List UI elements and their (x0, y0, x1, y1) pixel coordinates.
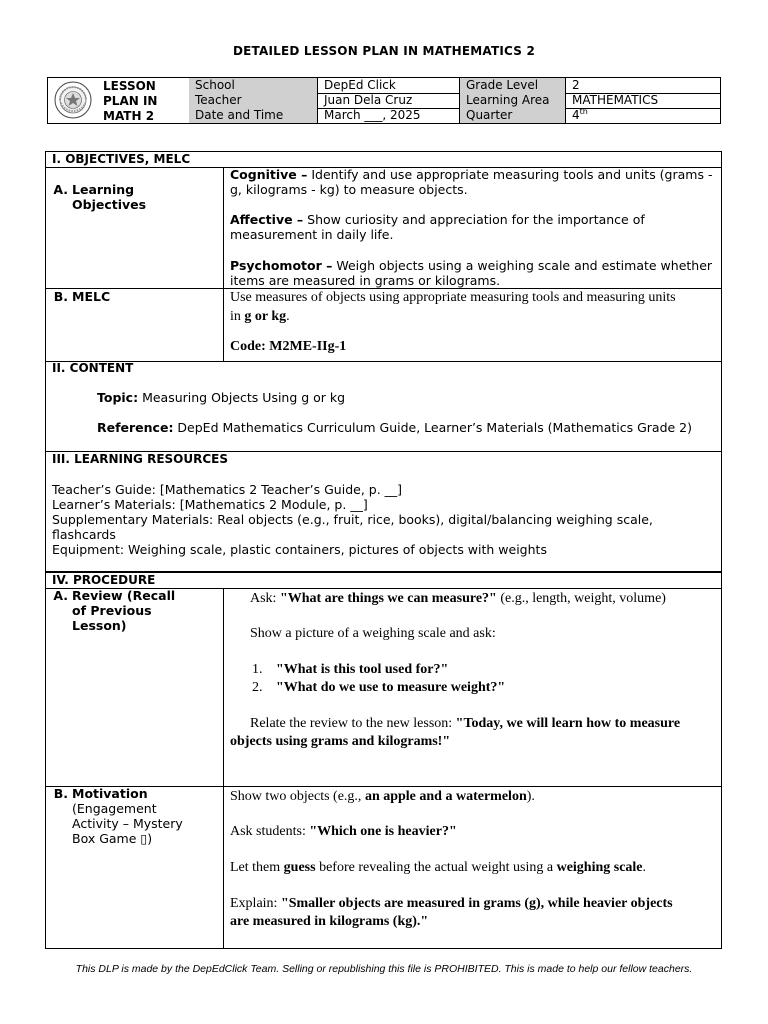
explain-quote: are measured in kilograms (kg)." (230, 914, 429, 929)
psychomotor-objective (230, 258, 718, 288)
topic-text: Measuring Objects Using g or kg (138, 390, 346, 405)
school-value: DepEd Click (318, 78, 460, 93)
melc-text (230, 290, 718, 355)
divider (223, 167, 224, 361)
motivation-ask (230, 824, 720, 840)
ask-question: "What are things we can measure?" (279, 591, 497, 606)
label-line: Activity – Mystery (72, 816, 183, 831)
explain-quote: "Smaller objects are measured in grams (g), while heavier objects (280, 896, 673, 911)
learning-area-value: MATHEMATICS (572, 93, 659, 107)
resources-list (52, 482, 717, 557)
affective-text: Show curiosity and appreciation for the importance of measurement in daily life. (230, 212, 645, 242)
lesson-plan-label (103, 79, 157, 124)
item-number: A. (53, 182, 68, 197)
relate-quote: objects using grams and kilograms!" (230, 734, 451, 749)
learning-area-label: Learning Area (460, 93, 566, 108)
quarter-suffix: th (579, 108, 588, 116)
grade-level-label: Grade Level (460, 78, 566, 93)
label-line: Box Game ▯) (72, 831, 153, 846)
label-line: Learning (72, 182, 135, 197)
motivation-explain (230, 896, 722, 930)
item-number: B. (53, 289, 68, 304)
explain-prefix: Explain: (230, 896, 281, 911)
relate-line (230, 716, 722, 732)
motivation-show (230, 789, 720, 805)
header-row-date (189, 108, 720, 123)
ask-question: "Which one is heavier?" (309, 824, 457, 839)
psychomotor-text: Weigh objects using a weighing scale and estimate whether items are measured in grams or kilograms. (230, 258, 713, 288)
grade-level-value: 2 (572, 78, 580, 92)
cognitive-text: Identify and use appropriate measuring tools and units (grams - g, kilograms - kg) to measure objects. (230, 167, 713, 197)
let-middle: before revealing the actual weight using a (315, 860, 557, 875)
reference-line (97, 420, 717, 435)
procedure-table (45, 572, 722, 949)
affective-label: Affective – (230, 212, 304, 227)
teacher-value: Juan Dela Cruz (318, 93, 460, 108)
relate-prefix: Relate the review to the new lesson: (250, 716, 456, 731)
motivation-label (46, 786, 222, 846)
label-line: (Engagement (72, 801, 157, 816)
cognitive-objective (230, 167, 718, 197)
resource-line: Supplementary Materials: Real objects (e.g., fruit, rice, books), digital/balancing weighing scale, (52, 512, 653, 527)
list-item: 2. "What do we use to measure weight?" (252, 680, 506, 695)
resource-line: Learner’s Materials: [Mathematics 2 Module, p. __] (52, 497, 368, 512)
topic-label: Topic: (97, 390, 139, 405)
quarter-number: 4 (572, 108, 580, 122)
quarter-value (566, 108, 720, 123)
label-line: Objectives (72, 197, 147, 212)
question-text: "What do we use to measure weight?" (276, 680, 506, 695)
header-row-school (189, 78, 720, 94)
teacher-label: Teacher (189, 93, 318, 108)
question-text: "What is this tool used for?" (276, 662, 449, 677)
review-relate (230, 716, 722, 750)
relate-quote: "Today, we will learn how to measure (455, 716, 681, 731)
melc-line (230, 309, 718, 325)
divider (223, 588, 224, 949)
melc-line: Use measures of objects using appropriate measuring tools and measuring units (230, 290, 676, 305)
deped-seal-icon (54, 81, 92, 119)
melc-prefix: in (230, 309, 245, 324)
melc-code: Code: M2ME-IIg-1 (230, 339, 347, 354)
objectives-table (45, 151, 722, 572)
explain-line (230, 896, 722, 912)
resource-line: flashcards (52, 527, 116, 542)
melc-suffix: . (286, 309, 290, 324)
label-text: MELC (72, 289, 111, 304)
date-time-label: Date and Time (189, 108, 318, 123)
date-time-value: March ___, 2025 (318, 108, 460, 123)
melc-unit: g or kg (244, 309, 287, 324)
show-prefix: Show two objects (e.g., (230, 789, 365, 804)
topic-line (97, 390, 345, 405)
cognitive-label: Cognitive – (230, 167, 308, 182)
school-label: School (189, 78, 318, 93)
lesson-plan-line: PLAN IN (103, 94, 158, 108)
resource-line: Teacher’s Guide: [Mathematics 2 Teacher’s Guide, p. __] (52, 482, 403, 497)
review-label (46, 588, 222, 633)
resource-line: Equipment: Weighing scale, plastic containers, pictures of objects with weights (52, 542, 547, 557)
review-questions (252, 662, 712, 696)
resources-section-title: III. LEARNING RESOURCES (52, 452, 228, 466)
psychomotor-label: Psychomotor – (230, 258, 333, 273)
reference-label: Reference: (97, 420, 174, 435)
header-logo-cell (48, 78, 190, 123)
ask-prefix: Ask students: (230, 824, 310, 839)
ask-prefix: Ask: (250, 591, 280, 606)
divider (46, 361, 721, 362)
objectives-section-title: I. OBJECTIVES, MELC (52, 152, 191, 166)
label-line: Lesson) (72, 618, 127, 633)
learning-objectives-label (46, 182, 222, 212)
guess-word: guess (283, 860, 316, 875)
label-line: Review (Recall (72, 588, 176, 603)
header-table (47, 77, 721, 124)
review-show: Show a picture of a weighing scale and ask: (250, 626, 496, 641)
item-number: B. (53, 786, 68, 801)
ask-suffix: (e.g., length, weight, volume) (496, 591, 666, 606)
show-suffix: ). (526, 789, 535, 804)
header-row-teacher (189, 93, 720, 109)
label-text: Motivation (72, 786, 148, 801)
document-title: DETAILED LESSON PLAN IN MATHEMATICS 2 (232, 44, 536, 58)
label-line: of Previous (72, 603, 152, 618)
content-section-title: II. CONTENT (52, 361, 134, 375)
motivation-guess (230, 860, 720, 876)
list-item: 1. "What is this tool used for?" (252, 662, 449, 677)
show-objects: an apple and a watermelon (364, 789, 527, 804)
review-ask (250, 591, 720, 607)
let-suffix: . (642, 860, 647, 875)
affective-objective (230, 212, 718, 242)
melc-label (46, 289, 222, 304)
item-number: A. (53, 588, 68, 603)
scale-word: weighing scale (556, 860, 643, 875)
let-prefix: Let them (230, 860, 284, 875)
lesson-plan-line: MATH 2 (103, 109, 155, 123)
footer-disclaimer: This DLP is made by the DepEdClick Team. Selling or republishing this file is PROHIBITED. This is made to help our fellow teachers. (75, 963, 693, 975)
procedure-section-title: IV. PROCEDURE (52, 573, 156, 587)
lesson-plan-line: LESSON (103, 79, 156, 93)
quarter-label: Quarter (460, 108, 566, 123)
reference-text: DepEd Mathematics Curriculum Guide, Learner’s Materials (Mathematics Grade 2) (173, 420, 692, 435)
